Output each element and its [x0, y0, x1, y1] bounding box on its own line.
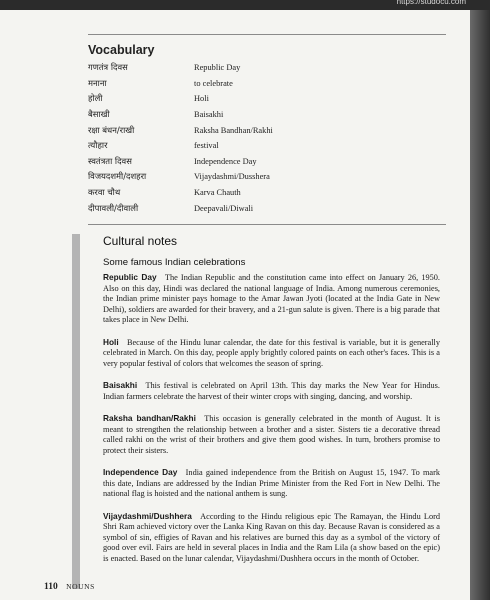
cultural-note-paragraph: [103, 337, 440, 370]
cultural-notes-subtitle: Some famous Indian celebrations: [103, 257, 246, 268]
vocabulary-hindi: विजयदशमी/दशहरा: [88, 171, 147, 182]
vocabulary-row: [88, 138, 446, 154]
cultural-note-term: Holi: [103, 336, 119, 347]
cultural-note-text: Because of the Hindu lunar calendar, the date for this festival is variable, but it is generally celebrated in March. On this day, people apply brightly colored paints on each other's faces. This is a very popular festival of colors that welcomes the season of spring.: [103, 337, 440, 368]
vocabulary-english: Independence Day: [194, 156, 257, 166]
cultural-notes-title: Cultural notes: [103, 234, 178, 248]
book-page: [0, 10, 470, 600]
vocabulary-english: Baisakhi: [194, 110, 224, 120]
cultural-note-term: Raksha bandhan/Rakhi: [103, 413, 196, 423]
vocabulary-row: [88, 122, 446, 138]
cultural-note-text: India gained independence from the British on August 15, 1947. To mark this date, Indians are addressed by the Indian Prime Minister from the Red Fort in New Delhi. The national flag is hoisted and the national anthem is sung.: [103, 468, 440, 498]
vocabulary-hindi: होली: [88, 93, 103, 104]
vocabulary-row: [88, 107, 446, 123]
section-name: NOUNS: [66, 582, 95, 591]
page-number: 110: [44, 582, 58, 592]
cultural-note-term: Republic Day: [103, 272, 157, 282]
cultural-note-term: Vijaydashmi/Dushhera: [103, 510, 192, 521]
cultural-notes-body: [103, 272, 452, 564]
vocabulary-list: [88, 60, 446, 216]
page-edge-shadow: [470, 10, 490, 600]
cultural-note-paragraph: [103, 511, 440, 565]
vocabulary-row: [88, 185, 446, 201]
vocabulary-box: [88, 34, 446, 225]
vocabulary-hindi: त्यौहार: [88, 140, 108, 151]
vocabulary-english: Vijaydashmi/Dusshera: [194, 172, 270, 182]
cultural-note-text: The Indian Republic and the constitution came into effect on January 26, 1950. Also on this day, Hindi was declared the national language of India. Among numerous ceremonies, the Indian prime minister pays homage to the Amar Jawan Jyoti (located at the India Gate in New Delhi), soldiers are awarded for their bravery, and a 21-gun salute is given. There is a big parade that takes place in New Delhi.: [103, 273, 440, 324]
vocabulary-english: Holi: [194, 94, 209, 104]
cultural-note-paragraph: [103, 380, 440, 402]
vocabulary-row: [88, 200, 446, 216]
vocabulary-hindi: बैसाखी: [88, 109, 110, 120]
vocabulary-english: Raksha Bandhan/Rakhi: [194, 125, 273, 135]
cultural-notes-section: [72, 234, 452, 589]
vocabulary-hindi: स्वतंत्रता दिवस: [88, 155, 132, 166]
cultural-note-text: According to the Hindu religious epic The Ramayan, the Hindu Lord Shri Ram achieved victory over the Lanka King Ravan on this day. Because Ravan is considered as a symbol of sin, effigies of Ravan and his relatives are burned this day as a symbol of the victory of good over evil. Fairs are held in several places in India and the Ram Lila (a show based on the epic) is enacted. Based on the lunar calendar, Vijaydashmi/Dushhera occurs in the month of October.: [103, 511, 440, 563]
vocabulary-hindi: रक्षा बंधन/राखी: [88, 124, 135, 135]
vocabulary-row: [88, 91, 446, 107]
vocabulary-row: [88, 169, 446, 185]
cultural-note-term: Baisakhi: [103, 380, 138, 390]
top-bar: [0, 0, 490, 10]
cultural-note-term: Independence Day: [103, 467, 178, 477]
vocabulary-hindi: मनाना: [88, 77, 107, 88]
vocabulary-hindi: गणतंत्र दिवस: [88, 62, 128, 73]
vocabulary-english: Deepavali/Diwali: [194, 203, 254, 213]
vocabulary-hindi: करवा चौथ: [88, 187, 121, 198]
cultural-note-text: This festival is celebrated on April 13th. This day marks the New Year for Hindus. Indian farmers celebrate the harvest of their winter crops with singing, dancing, and worship.: [103, 381, 440, 401]
cultural-note-text: This occasion is generally celebrated in the month of August. It is meant to strengthen the relationship between a brother and a sister. Sisters tie a decorative thread called rakhi on the wrist of their brothers and give them good wishes. In turn, brothers promise to protect their sisters.: [103, 414, 440, 455]
page-footer: [44, 582, 95, 592]
vocabulary-english: festival: [194, 141, 219, 151]
vocabulary-row: [88, 60, 446, 76]
vocabulary-row: [88, 154, 446, 170]
vocabulary-hindi: दीपावली/दीवाली: [88, 202, 139, 213]
cultural-note-paragraph: [103, 467, 440, 500]
vocabulary-english: Republic Day: [194, 63, 241, 73]
cultural-note-paragraph: [103, 272, 440, 326]
vocabulary-english: to celebrate: [194, 78, 233, 88]
vocabulary-english: Karva Chauth: [194, 188, 241, 198]
vocabulary-row: [88, 76, 446, 92]
watermark-url: https://studocu.com: [396, 0, 466, 6]
cultural-note-paragraph: [103, 413, 440, 456]
vocabulary-title: Vocabulary: [88, 43, 155, 57]
